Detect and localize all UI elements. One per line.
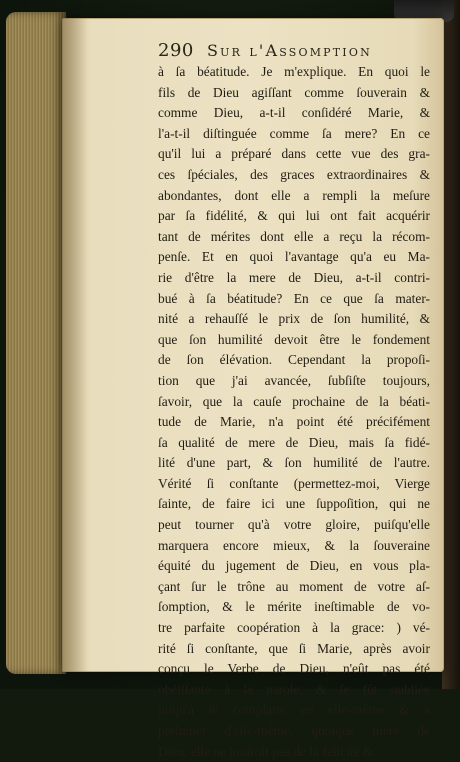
text-line: bué à ſa béatitude? En ce que ſa mater- [158, 290, 430, 306]
text-line: de ſon élévation. Cependant la propoſi- [158, 352, 430, 368]
text-line: tion que j'ai avancée, ſubſiſte toujours, [158, 372, 430, 388]
text-line: fils de Dieu agiſſant comme ſouverain & [158, 84, 430, 100]
text-line: penſe. Et en quoi l'avantage qu'a eu Ma- [158, 249, 430, 265]
page-header [158, 40, 418, 62]
text-line: tant de mérites dont elle a reçu la récom- [158, 228, 430, 244]
text-line: tude de Marie, n'a point été précifément [158, 414, 430, 430]
text-line: l'a-t-il diſtinguée comme ſa mere? En ce [158, 125, 430, 141]
book-cover-edge [442, 0, 460, 689]
text-line: qu'il lui a préparé dans cette vue des gra- [158, 146, 430, 162]
text-line: ces ſpéciales, des graces extraordinaires & [158, 166, 430, 182]
text-line: préſumer d'elle-même, quoique mere de [158, 723, 430, 738]
text-line: rité ſi conſtante, que ſi Marie, après avoir [158, 640, 430, 656]
text-line: juſqu'à ſe complaire en elle-même & à [158, 702, 430, 718]
text-line: rie d'être la mere de Dieu, a-t-il contri- [158, 269, 430, 285]
text-line: tre parfaite coopération à la grace: ) vé- [158, 620, 430, 636]
text-line: que ſon humilité devoit être le fondement [158, 331, 430, 347]
text-line: ſomption, & le mérite ineſtimable de vo- [158, 599, 430, 615]
book-page-edges [6, 12, 66, 674]
text-line: à ſa béatitude. Je m'explique. En quoi le [158, 64, 430, 79]
text-line: ſa qualité de mere de Dieu, mais ſa fidé- [158, 434, 430, 450]
text-line: nité a rehauſſé le prix de ſon humilité, & [158, 311, 430, 327]
text-line: ſainte, de faire ici une ſuppoſition, qui ne [158, 496, 430, 512]
text-line: Vérité ſi conſtante (permettez-moi, Vierge [158, 475, 430, 491]
text-line: lité d'une part, & ſon humilité de l'autre. [158, 455, 430, 471]
text-line: Dieu, elle ne jouiroit pas de la félicité & [158, 743, 374, 759]
text-line: marquera encore mieux, & la ſouveraine [158, 537, 430, 553]
text-line: abondantes, dont elle a rempli la meſure [158, 187, 430, 203]
text-line: équité du jugement de Dieu, en vous pla- [158, 558, 430, 574]
text-line: peut tourner qu'à votre gloire, puiſqu'elle [158, 517, 430, 533]
text-line: çant ſur le trône au moment de votre aſ- [158, 578, 430, 594]
text-line: ſavoir, que la cauſe prochaine de la béati- [158, 393, 430, 409]
page-number: 290 [158, 40, 194, 61]
text-line: conçu le Verbe de Dieu, n'eût pas été [158, 661, 430, 677]
text-line: comme Dieu, a-t-il conſidéré Marie, & [158, 105, 430, 121]
body-text [158, 62, 430, 762]
text-line: par ſa fidélité, & qui lui ont fait acquérir [158, 208, 430, 224]
text-line: obéiſſante à ſa parole, & ſe fût oubliée [158, 681, 430, 697]
running-title: Sur l'Assomption [206, 41, 372, 60]
